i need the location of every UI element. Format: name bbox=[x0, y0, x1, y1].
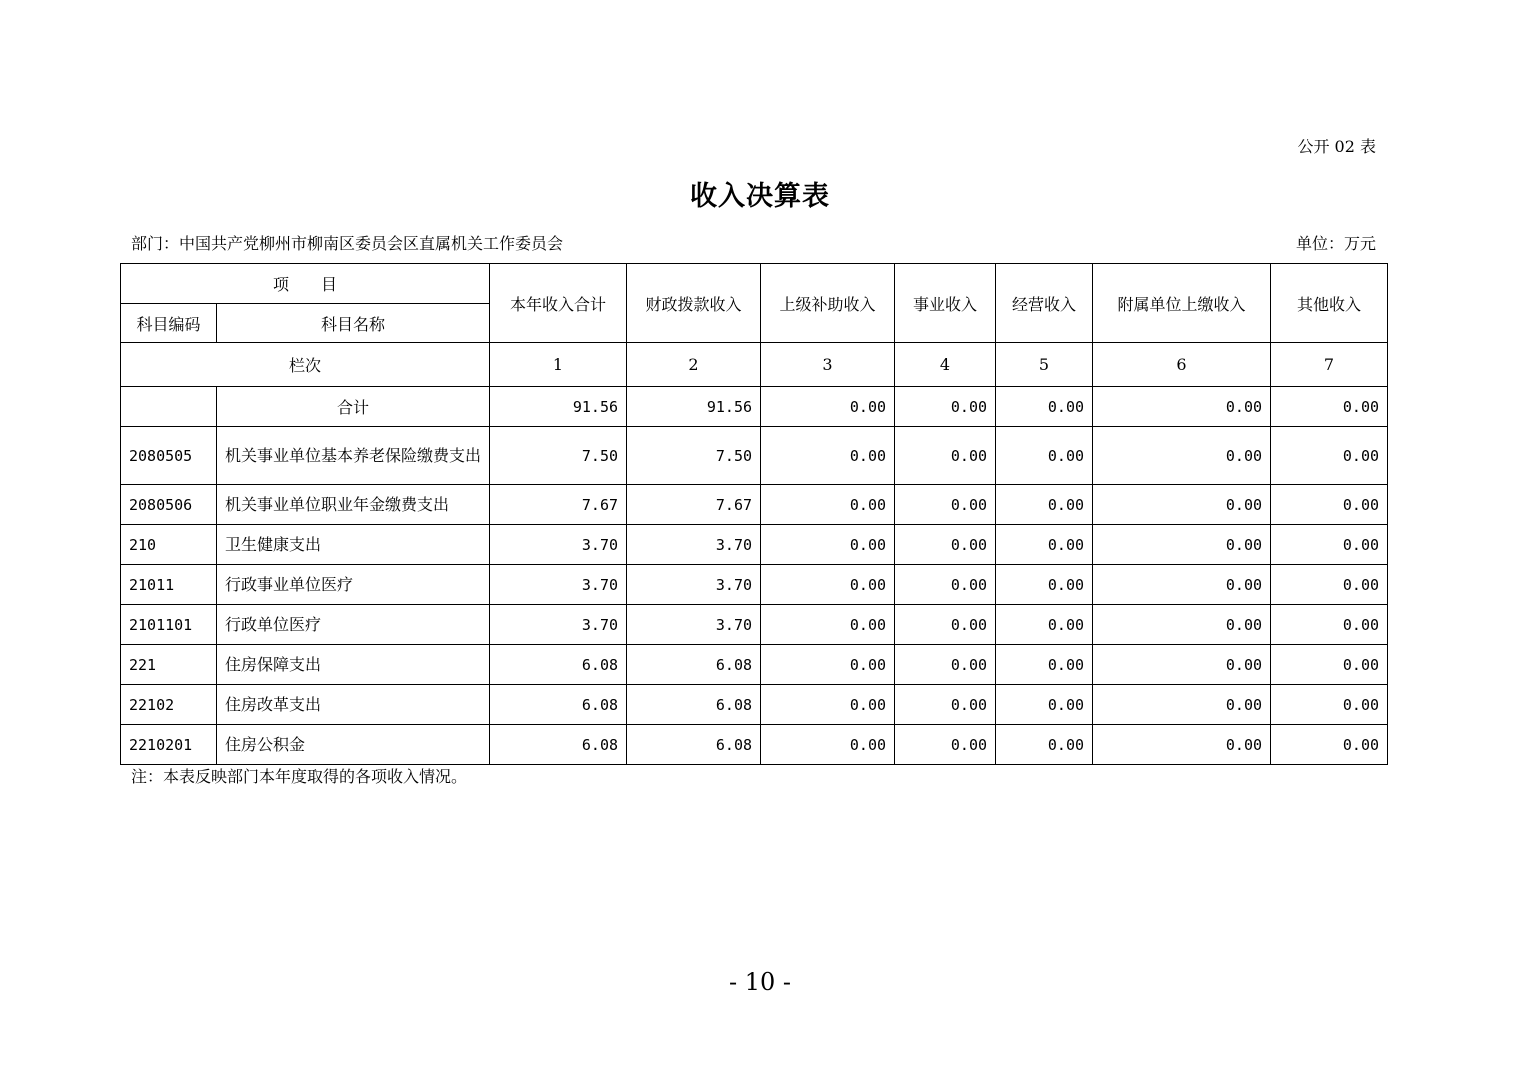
header-col-5: 经营收入 bbox=[996, 264, 1093, 343]
subject-code: 22102 bbox=[121, 685, 217, 725]
amount-cell: 0.00 bbox=[1093, 565, 1271, 605]
header-col-6: 附属单位上缴收入 bbox=[1093, 264, 1271, 343]
unit-label: 单位：万元 bbox=[1295, 234, 1376, 253]
subject-code: 2080505 bbox=[121, 427, 217, 485]
amount-cell: 0.00 bbox=[895, 485, 996, 525]
amount-cell: 0.00 bbox=[996, 645, 1093, 685]
amount-cell: 6.08 bbox=[627, 725, 761, 765]
table-note: 注：本表反映部门本年度取得的各项收入情况。 bbox=[131, 767, 468, 786]
amount-cell: 0.00 bbox=[1093, 685, 1271, 725]
department-label: 部门：中国共产党柳州市柳南区委员会区直属机关工作委员会 bbox=[131, 234, 564, 253]
amount-cell: 0.00 bbox=[996, 605, 1093, 645]
amount-cell: 0.00 bbox=[761, 685, 895, 725]
amount-cell: 0.00 bbox=[761, 525, 895, 565]
amount-cell: 3.70 bbox=[627, 525, 761, 565]
subject-name: 住房保障支出 bbox=[217, 645, 490, 685]
column-index-row bbox=[121, 343, 1388, 387]
header-col-2: 财政拨款收入 bbox=[627, 264, 761, 343]
amount-cell: 0.00 bbox=[761, 725, 895, 765]
amount-cell: 0.00 bbox=[996, 565, 1093, 605]
amount-cell: 0.00 bbox=[761, 645, 895, 685]
amount-cell: 6.08 bbox=[627, 685, 761, 725]
amount-cell: 0.00 bbox=[996, 725, 1093, 765]
subject-code: 210 bbox=[121, 525, 217, 565]
subject-code: 221 bbox=[121, 645, 217, 685]
amount-cell: 0.00 bbox=[761, 485, 895, 525]
amount-cell: 0.00 bbox=[996, 427, 1093, 485]
amount-cell: 6.08 bbox=[627, 645, 761, 685]
amount-cell: 3.70 bbox=[627, 565, 761, 605]
column-index-label: 栏次 bbox=[121, 343, 490, 387]
total-value: 91.56 bbox=[490, 387, 627, 427]
subject-code: 2080506 bbox=[121, 485, 217, 525]
amount-cell: 0.00 bbox=[1271, 427, 1388, 485]
amount-cell: 0.00 bbox=[895, 685, 996, 725]
amount-cell: 0.00 bbox=[1093, 645, 1271, 685]
amount-cell: 0.00 bbox=[996, 685, 1093, 725]
header-code: 科目编码 bbox=[121, 304, 217, 343]
total-value: 91.56 bbox=[627, 387, 761, 427]
amount-cell: 0.00 bbox=[996, 485, 1093, 525]
amount-cell: 6.08 bbox=[490, 645, 627, 685]
amount-cell: 0.00 bbox=[895, 725, 996, 765]
column-number: 7 bbox=[1271, 343, 1388, 387]
amount-cell: 0.00 bbox=[1093, 725, 1271, 765]
column-number: 6 bbox=[1093, 343, 1271, 387]
amount-cell: 0.00 bbox=[996, 525, 1093, 565]
header-col-1: 本年收入合计 bbox=[490, 264, 627, 343]
subject-name: 行政事业单位医疗 bbox=[217, 565, 490, 605]
amount-cell: 3.70 bbox=[490, 605, 627, 645]
amount-cell: 0.00 bbox=[761, 427, 895, 485]
amount-cell: 0.00 bbox=[1093, 605, 1271, 645]
column-number: 3 bbox=[761, 343, 895, 387]
amount-cell: 7.67 bbox=[627, 485, 761, 525]
subject-code: 2210201 bbox=[121, 725, 217, 765]
total-row bbox=[121, 387, 1388, 427]
amount-cell: 0.00 bbox=[761, 605, 895, 645]
subject-code: 2101101 bbox=[121, 605, 217, 645]
column-number: 2 bbox=[627, 343, 761, 387]
subject-name: 住房公积金 bbox=[217, 725, 490, 765]
subject-code: 21011 bbox=[121, 565, 217, 605]
amount-cell: 0.00 bbox=[1093, 525, 1271, 565]
amount-cell: 0.00 bbox=[1271, 485, 1388, 525]
amount-cell: 0.00 bbox=[895, 565, 996, 605]
table-row bbox=[121, 485, 1388, 525]
header-col-7: 其他收入 bbox=[1271, 264, 1388, 343]
amount-cell: 3.70 bbox=[490, 565, 627, 605]
page-title: 收入决算表 bbox=[690, 181, 830, 212]
table-row bbox=[121, 427, 1388, 485]
table-row bbox=[121, 645, 1388, 685]
total-value: 0.00 bbox=[996, 387, 1093, 427]
amount-cell: 0.00 bbox=[1271, 565, 1388, 605]
amount-cell: 7.67 bbox=[490, 485, 627, 525]
column-number: 4 bbox=[895, 343, 996, 387]
amount-cell: 6.08 bbox=[490, 685, 627, 725]
amount-cell: 0.00 bbox=[761, 565, 895, 605]
table-row bbox=[121, 525, 1388, 565]
table-row bbox=[121, 685, 1388, 725]
amount-cell: 0.00 bbox=[1271, 605, 1388, 645]
total-label: 合计 bbox=[217, 387, 490, 427]
total-value: 0.00 bbox=[1093, 387, 1271, 427]
form-number: 公开 02 表 bbox=[1297, 137, 1376, 156]
amount-cell: 0.00 bbox=[1271, 645, 1388, 685]
amount-cell: 0.00 bbox=[895, 645, 996, 685]
amount-cell: 0.00 bbox=[895, 525, 996, 565]
subject-name: 卫生健康支出 bbox=[217, 525, 490, 565]
total-value: 0.00 bbox=[761, 387, 895, 427]
subject-name: 机关事业单位职业年金缴费支出 bbox=[217, 485, 490, 525]
income-table bbox=[120, 263, 1388, 765]
amount-cell: 0.00 bbox=[895, 605, 996, 645]
table-row bbox=[121, 725, 1388, 765]
amount-cell: 7.50 bbox=[627, 427, 761, 485]
header-name: 科目名称 bbox=[217, 304, 490, 343]
total-value: 0.00 bbox=[895, 387, 996, 427]
total-value: 0.00 bbox=[1271, 387, 1388, 427]
amount-cell: 0.00 bbox=[1271, 685, 1388, 725]
column-number: 5 bbox=[996, 343, 1093, 387]
amount-cell: 0.00 bbox=[1093, 427, 1271, 485]
amount-cell: 6.08 bbox=[490, 725, 627, 765]
table-row bbox=[121, 605, 1388, 645]
header-col-3: 上级补助收入 bbox=[761, 264, 895, 343]
subject-name: 行政单位医疗 bbox=[217, 605, 490, 645]
total-code-cell bbox=[121, 387, 217, 427]
amount-cell: 3.70 bbox=[627, 605, 761, 645]
amount-cell: 7.50 bbox=[490, 427, 627, 485]
amount-cell: 0.00 bbox=[1271, 725, 1388, 765]
header-item: 项 目 bbox=[121, 264, 490, 304]
amount-cell: 0.00 bbox=[895, 427, 996, 485]
amount-cell: 0.00 bbox=[1093, 485, 1271, 525]
table-row bbox=[121, 565, 1388, 605]
page-number: - 10 - bbox=[728, 968, 791, 996]
amount-cell: 0.00 bbox=[1271, 525, 1388, 565]
subject-name: 机关事业单位基本养老保险缴费支出 bbox=[217, 427, 490, 485]
header-col-4: 事业收入 bbox=[895, 264, 996, 343]
column-number: 1 bbox=[490, 343, 627, 387]
header-row-top bbox=[121, 264, 1388, 304]
amount-cell: 3.70 bbox=[490, 525, 627, 565]
subject-name: 住房改革支出 bbox=[217, 685, 490, 725]
